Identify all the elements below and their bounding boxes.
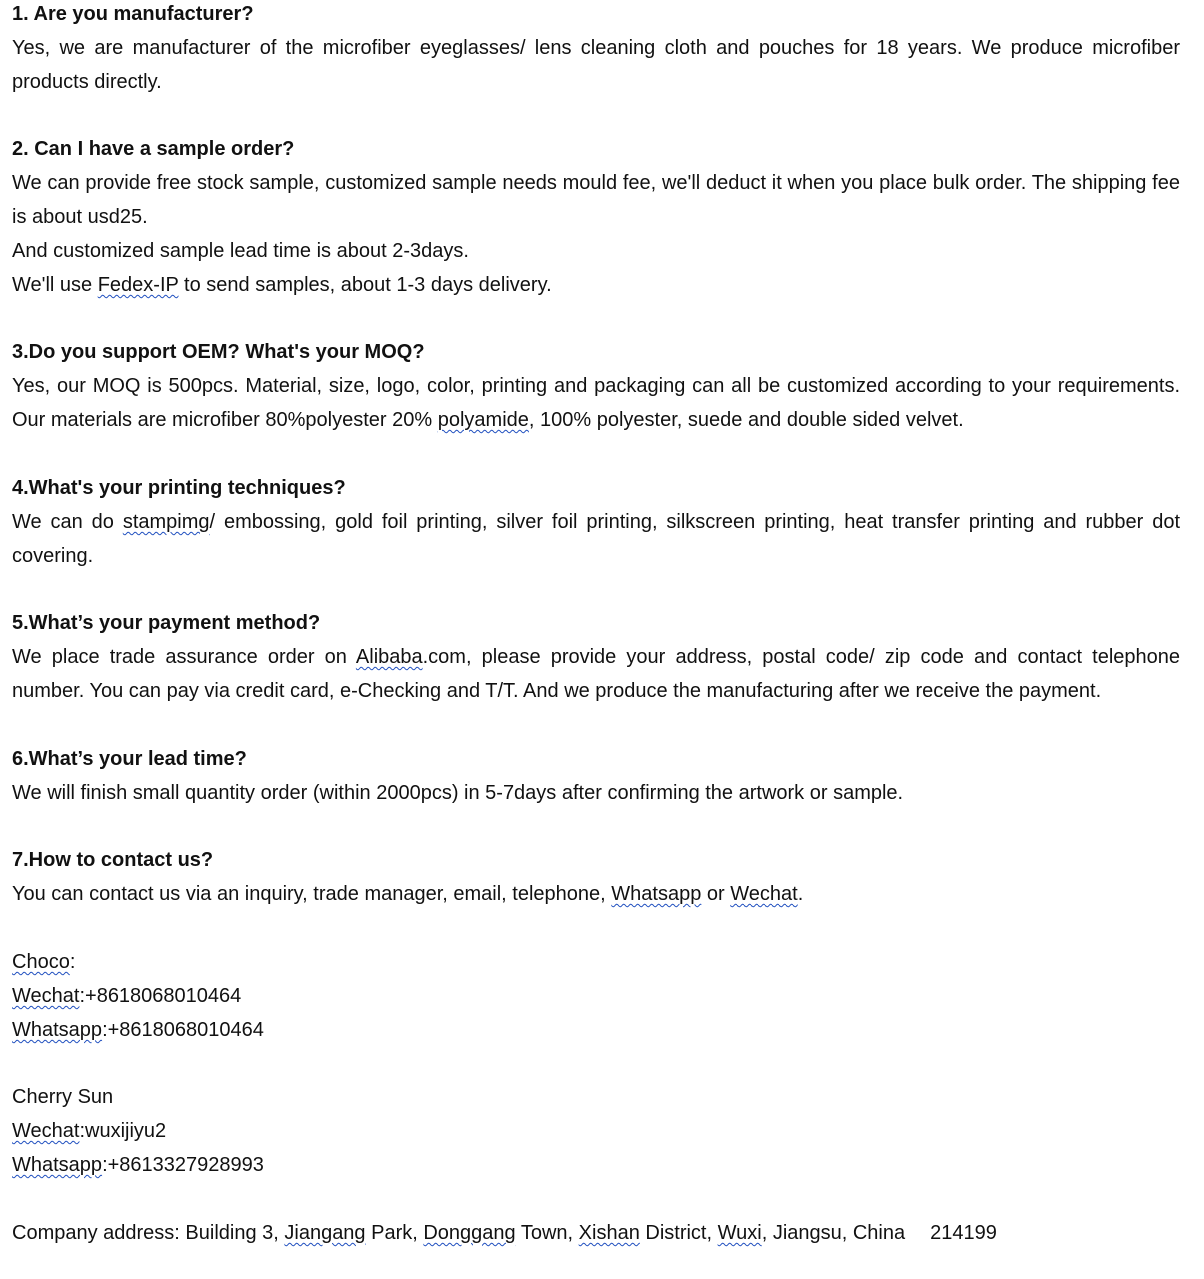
faq-answer-6: We will finish small quantity order (within 2000pcs) in 5-7days after confirming the artwork or sample. (12, 782, 904, 804)
wechat-value: :wuxijiyu2 (79, 1120, 167, 1142)
faq-answer-2-line-2: And customized sample lead time is about 2-3days. (12, 240, 469, 262)
text-fragment: , Jiangsu, China (761, 1222, 906, 1244)
contact-2-name: Cherry Sun (12, 1086, 114, 1108)
faq-question-3: 3.Do you support OEM? What's your MOQ? (12, 341, 425, 363)
spellcheck-word-whatsapp: Whatsapp (611, 883, 702, 905)
contact-1-name (12, 945, 75, 979)
faq-answer-2-line-3 (12, 268, 552, 302)
wechat-label: Wechat (12, 985, 80, 1007)
text-fragment: : (69, 951, 76, 973)
text-fragment: We place trade assurance order on (12, 646, 356, 668)
spellcheck-word: Wuxi (717, 1222, 762, 1244)
spellcheck-word: Xishan (578, 1222, 640, 1244)
spellcheck-word-wechat: Wechat (730, 883, 798, 905)
text-fragment: We'll use (12, 274, 98, 296)
text-fragment: to send samples, about 1-3 days delivery. (178, 274, 552, 296)
contact-name: Choco (12, 951, 70, 973)
whatsapp-label: Whatsapp (12, 1154, 103, 1176)
spellcheck-word-alibaba: Alibaba (355, 646, 423, 668)
faq-question-4: 4.What's your printing techniques? (12, 477, 346, 499)
contact-1-wechat (12, 979, 241, 1013)
faq-question-5: 5.What’s your payment method? (12, 612, 321, 634)
spellcheck-word-fedex: Fedex-IP (97, 274, 179, 296)
text-fragment: We can do (12, 511, 123, 533)
text-fragment: . (797, 883, 804, 905)
text-fragment: District, (639, 1222, 718, 1244)
whatsapp-value: :+8613327928993 (102, 1154, 264, 1176)
postal-code: 214199 (930, 1222, 997, 1244)
text-fragment: , 100% polyester, suede and double sided velvet. (528, 409, 964, 431)
spellcheck-word: Donggang (423, 1222, 516, 1244)
text-fragment: Yes, our MOQ is 500pcs. Material, size, logo, color, printing and packaging can all be customized according to your requirements. Our materials are microfiber 80%polyester 20% (12, 375, 1180, 431)
faq-answer-2: We can provide free stock sample, customized sample needs mould fee, we'll deduct it when you place bulk order. The shipping fee is about usd25. (12, 172, 1180, 228)
text-fragment: Town, (515, 1222, 579, 1244)
faq-question-2: 2. Can I have a sample order? (12, 138, 295, 160)
text-fragment: Company address: Building 3, (12, 1222, 285, 1244)
faq-answer-7 (12, 877, 803, 911)
faq-question-6: 6.What’s your lead time? (12, 748, 247, 770)
text-fragment: Park, (365, 1222, 424, 1244)
company-address (12, 1216, 997, 1250)
contact-1-whatsapp (12, 1013, 264, 1047)
whatsapp-value: :+8618068010464 (102, 1019, 264, 1041)
faq-answer-4 (12, 505, 1180, 573)
faq-answer-5 (12, 640, 1180, 708)
contact-2-whatsapp (12, 1148, 264, 1182)
faq-answer-1: Yes, we are manufacturer of the microfiber eyeglasses/ lens cleaning cloth and pouches for 18 years. We produce microfiber products directly. (12, 37, 1180, 93)
wechat-value: :+8618068010464 (79, 985, 242, 1007)
spellcheck-word-polyamide: polyamide (437, 409, 529, 431)
text-fragment: or (701, 883, 731, 905)
faq-answer-3 (12, 369, 1180, 437)
spellcheck-word: Jiangang (284, 1222, 366, 1244)
whatsapp-label: Whatsapp (12, 1019, 103, 1041)
contact-2-wechat (12, 1114, 166, 1148)
text-fragment: You can contact us via an inquiry, trade manager, email, telephone, (12, 883, 612, 905)
wechat-label: Wechat (12, 1120, 80, 1142)
faq-question-1: 1. Are you manufacturer? (12, 3, 254, 25)
text-fragment: .com, please provide your address, postal code/ zip code and contact telephone number. You can pay via credit card, e-Checking and T/T. And we produce the manufacturing after we receive the payment. (12, 646, 1181, 702)
faq-question-7: 7.How to contact us? (12, 849, 214, 871)
text-fragment: / embossing, gold foil printing, silver foil printing, silkscreen printing, heat transfer printing and rubber dot covering. (12, 511, 1180, 567)
spellcheck-word-stampimg: stampimg (122, 511, 210, 533)
